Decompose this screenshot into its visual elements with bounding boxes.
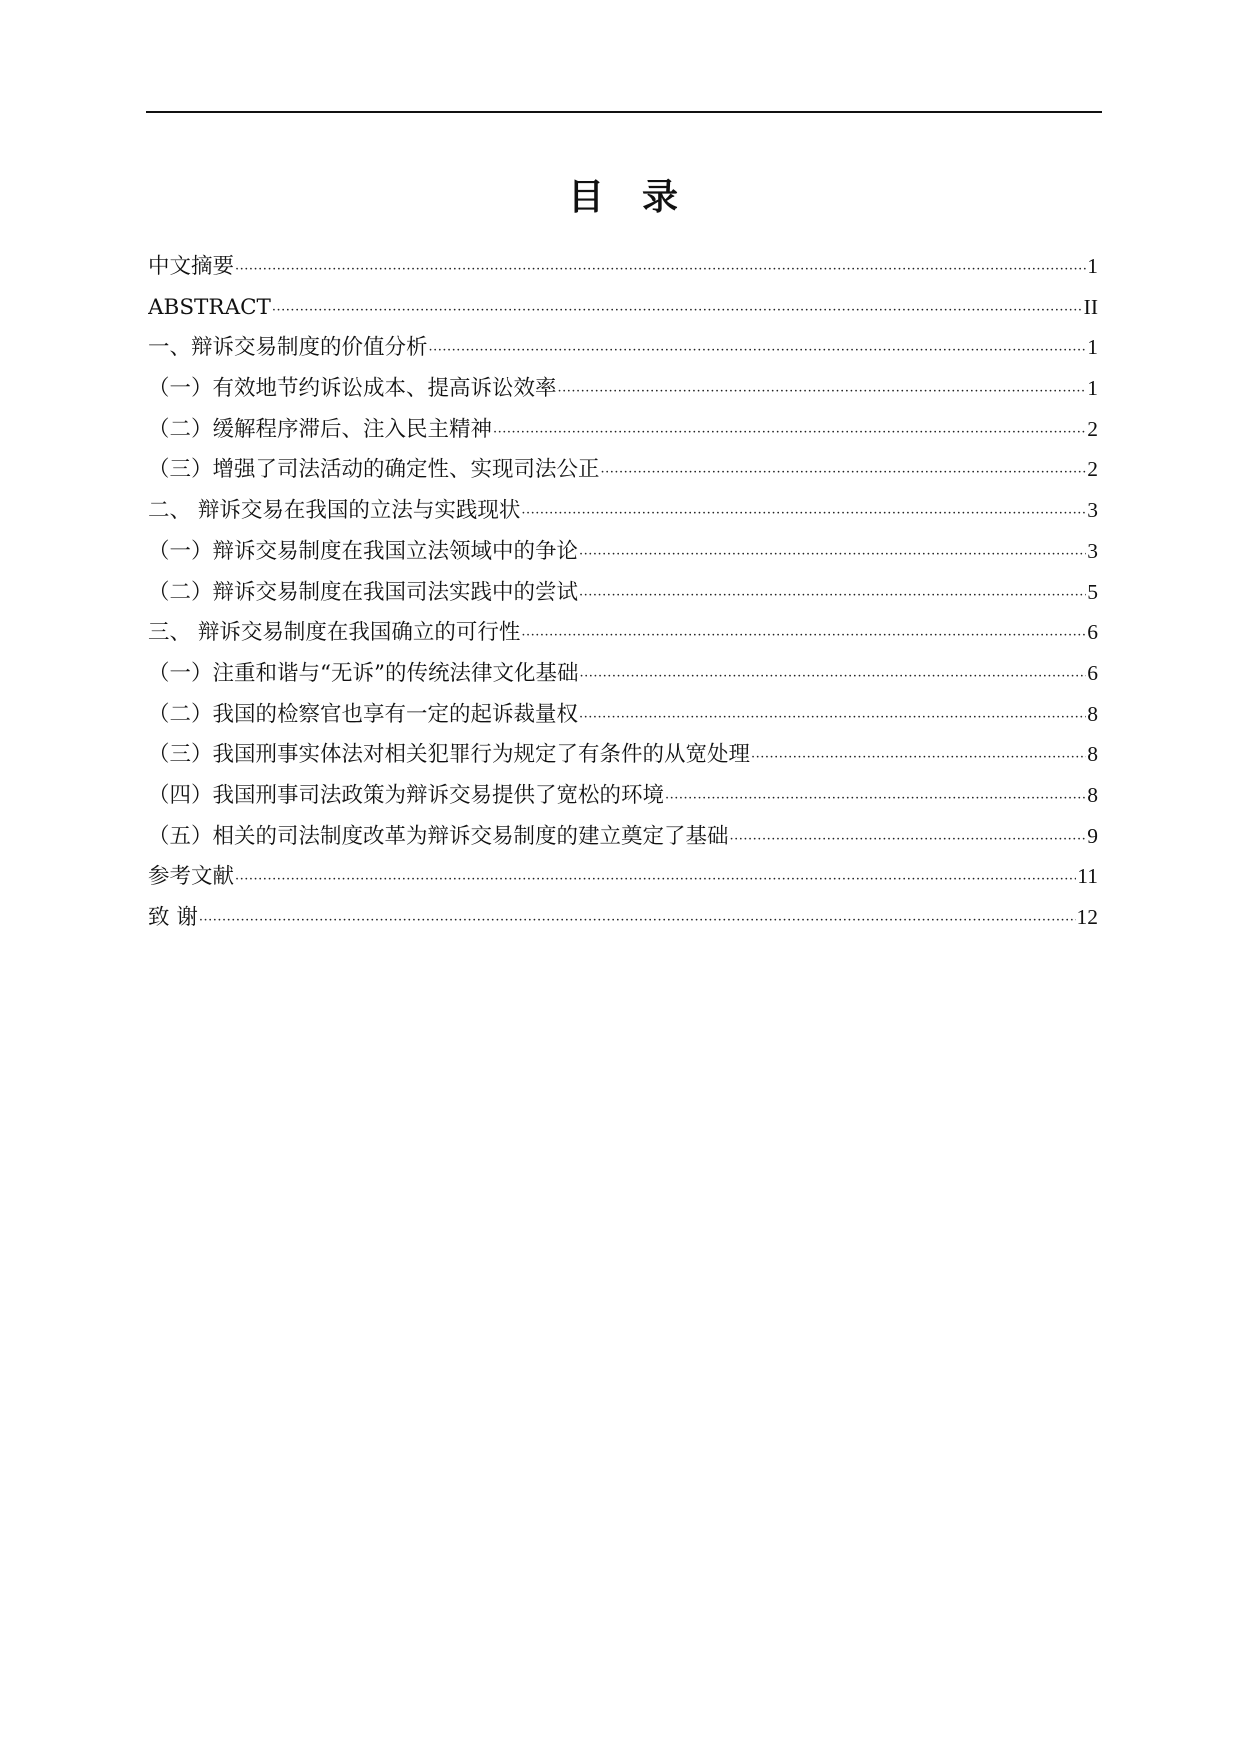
toc-title-char-1: 目 xyxy=(567,177,606,219)
toc-leader-dots xyxy=(730,820,1087,857)
toc-entry[interactable] xyxy=(148,327,1098,368)
toc-leader-dots xyxy=(579,576,1086,613)
toc-entry-page-number: 1 xyxy=(1087,376,1098,401)
toc-leader-dots xyxy=(580,657,1087,694)
toc-entry[interactable] xyxy=(148,572,1098,613)
table-of-contents xyxy=(148,246,1098,938)
toc-leader-dots xyxy=(199,901,1076,938)
toc-leader-dots xyxy=(493,413,1086,450)
toc-entry-label: （三）增强了司法活动的确定性、实现司法公正 xyxy=(148,457,600,483)
toc-leader-dots xyxy=(751,738,1086,775)
toc-entry[interactable] xyxy=(148,368,1098,409)
toc-entry-page-number: II xyxy=(1083,294,1098,319)
toc-title-char-2: 录 xyxy=(642,177,681,219)
toc-entry[interactable] xyxy=(148,775,1098,816)
toc-entry-page-number: 11 xyxy=(1077,864,1098,889)
toc-entry-page-number: 6 xyxy=(1087,620,1098,645)
toc-leader-dots xyxy=(272,291,1083,328)
toc-entry-label: （一）辩诉交易制度在我国立法领域中的争论 xyxy=(148,538,579,564)
toc-entry-label: （二）辩诉交易制度在我国司法实践中的尝试 xyxy=(148,579,579,605)
toc-entry[interactable] xyxy=(148,653,1098,694)
toc-entry-label: （二）缓解程序滞后、注入民主精神 xyxy=(148,416,493,442)
toc-entry-label: （四）我国刑事司法政策为辩诉交易提供了宽松的环境 xyxy=(148,782,665,808)
toc-entry-page-number: 8 xyxy=(1087,742,1098,767)
toc-entry-label: 三、 辩诉交易制度在我国确立的可行性 xyxy=(148,620,521,646)
toc-entry-label: （一）注重和谐与“无诉”的传统法律文化基础 xyxy=(148,660,579,686)
toc-entry-label: （五）相关的司法制度改革为辩诉交易制度的建立奠定了基础 xyxy=(148,823,729,849)
toc-leader-dots xyxy=(558,372,1087,409)
toc-leader-dots xyxy=(579,535,1086,572)
toc-leader-dots xyxy=(665,779,1086,816)
toc-leader-dots xyxy=(521,616,1086,653)
toc-entry[interactable] xyxy=(148,531,1098,572)
toc-entry-label: （三）我国刑事实体法对相关犯罪行为规定了有条件的从宽处理 xyxy=(148,742,751,768)
toc-entry-page-number: 6 xyxy=(1087,660,1098,685)
toc-entry[interactable] xyxy=(148,612,1098,653)
toc-entry-page-number: 2 xyxy=(1087,416,1098,441)
toc-entry[interactable] xyxy=(148,246,1098,287)
toc-entry[interactable] xyxy=(148,734,1098,775)
toc-entry-page-number: 9 xyxy=(1087,823,1098,848)
toc-entry-page-number: 1 xyxy=(1087,335,1098,360)
toc-entry-page-number: 12 xyxy=(1076,905,1098,929)
toc-entry-label: 参考文献 xyxy=(148,864,235,890)
toc-entry-label: 中文摘要 xyxy=(148,254,235,279)
toc-entry-page-number: 1 xyxy=(1087,254,1098,278)
toc-entry-page-number: 8 xyxy=(1087,701,1098,726)
toc-entry-label: 二、 辩诉交易在我国的立法与实践现状 xyxy=(148,498,521,524)
toc-leader-dots xyxy=(429,331,1087,368)
toc-entry[interactable] xyxy=(148,897,1098,938)
toc-entry[interactable] xyxy=(148,694,1098,735)
toc-leader-dots xyxy=(521,494,1086,531)
toc-entry-label: 一、辩诉交易制度的价值分析 xyxy=(148,335,428,361)
toc-entry[interactable] xyxy=(148,409,1098,450)
toc-entry[interactable] xyxy=(148,490,1098,531)
toc-entry[interactable] xyxy=(148,816,1098,857)
toc-entry-page-number: 2 xyxy=(1087,457,1098,482)
header-rule xyxy=(146,111,1102,113)
toc-entry[interactable] xyxy=(148,856,1098,897)
toc-entry-page-number: 3 xyxy=(1087,538,1098,563)
toc-entry-label: （一）有效地节约诉讼成本、提高诉讼效率 xyxy=(148,376,557,402)
toc-leader-dots xyxy=(235,860,1076,897)
toc-entry-label: 致 谢 xyxy=(148,905,198,930)
toc-entry-label: （二）我国的检察官也享有一定的起诉裁量权 xyxy=(148,701,579,727)
toc-leader-dots xyxy=(579,698,1086,735)
toc-leader-dots xyxy=(235,250,1086,287)
toc-leader-dots xyxy=(601,453,1087,490)
toc-entry-page-number: 8 xyxy=(1087,782,1098,807)
toc-entry[interactable] xyxy=(148,287,1098,328)
toc-entry-label: ABSTRACT xyxy=(148,294,271,320)
toc-entry-page-number: 5 xyxy=(1087,579,1098,604)
toc-title xyxy=(146,170,1102,226)
toc-entry[interactable] xyxy=(148,449,1098,490)
toc-entry-page-number: 3 xyxy=(1087,498,1098,523)
